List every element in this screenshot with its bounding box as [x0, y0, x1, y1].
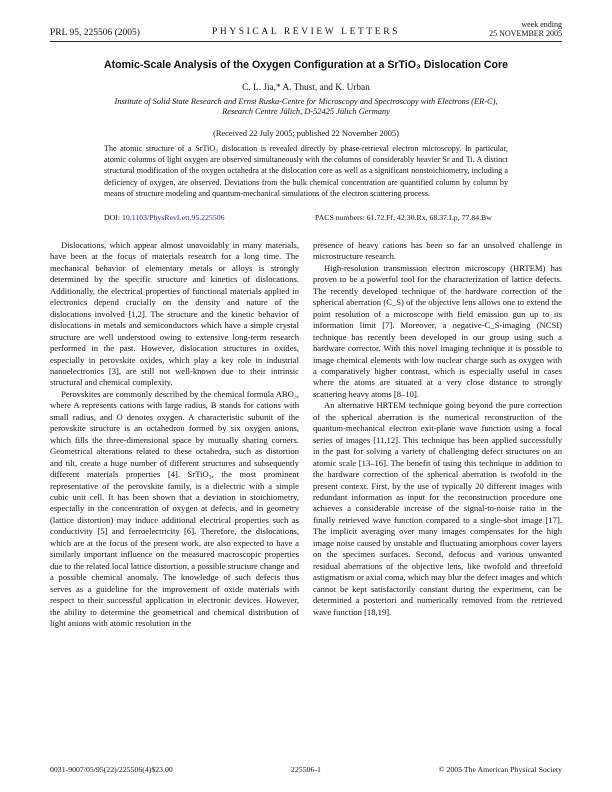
week-ending [489, 20, 562, 38]
article-authors: C. L. Jia,* A. Thust, and K. Urban [242, 83, 370, 93]
body-paragraph: Perovskites are commonly described by the chemical formula ABO₃, where A represents cations with large radius, B stands for cations with small radius, and O denotes oxygen. A characteristic subunit of the perovskite structure is an octahedron formed by six oxygen anions, which fills the three-dimensional space by mutually sharing corners. Geometrical alterations related to these octahedra, such as distortion and tilt, create a huge number of different structures and subsequently different materials properties [4]. SrTiO₃, the most prominent representative of the perovskite family, is a dielectric with a simple cubic unit cell. It has been shown that a deviation in stoichiometry, especially in the concentration of oxygen at defects, and in geometry (lattice distortion) may induce additional electrical properties such as conductivity [5] and ferroelectricity [6]. Therefore, the dislocations, which are at the focus of the present work, are also expected to have a similarly important influence on the measured macroscopic properties due to the related local lattice distortion, a possible structure change and a possible chemical anomaly. The knowledge of such defects thus serves as a guideline for the improvement of oxide materials with respect to their successful application in electronic devices. However, the ability to determine the geometrical and chemical distribution of light anions with atomic resolution in the [50, 388, 299, 628]
week-ending-date: 25 NOVEMBER 2005 [489, 29, 562, 38]
copyright: © 2005 The American Physical Society [438, 765, 562, 774]
footer-price-code: 0031-9007/05/95(22)/225506(4)$23.00 [50, 765, 173, 774]
received-published-dates: (Received 22 July 2005; published 22 November 2005) [213, 129, 399, 138]
affiliation [60, 97, 552, 118]
page-number: 225506-1 [291, 765, 321, 774]
header-rule [50, 41, 562, 42]
body-paragraph: High-resolution transmission electron microscopy (HRTEM) has proven to be a powerful tool for the characterization of lattice defects. The recently developed technique of the hardware correction of the spherical aberration (C_S) of the objective lens allows one to extend the point resolution of a microscope with field emission gun up to its information limit [7]. Moreover, a negative-C_S-imaging (NCSI) technique has recently been developed in our group using such a hardware corrector. With this novel imaging technique it is possible to image chemical elements with low nuclear charge such as oxygen with a comparatively higher contrast, which is especially useful in cases where the atoms are situated at a very close distance to strongly scattering heavy atoms [8–10]. [313, 262, 562, 399]
week-ending-label: week ending [521, 20, 562, 29]
doi-link[interactable]: 10.1103/PhysRevLett.95.225506 [121, 213, 225, 222]
journal-name: PHYSICAL REVIEW LETTERS [211, 27, 401, 37]
affiliation-line-1: Institute of Solid State Research and Ernst Ruska-Centre for Microscopy and Spectroscopy with Electrons (ER-C), [114, 97, 498, 106]
right-column [313, 240, 562, 618]
affiliation-line-2: Research Centre Jülich, D-52425 Jülich Germany [222, 107, 390, 117]
doi [104, 213, 225, 222]
journal-reference: PRL 95, 225506 (2005) [50, 28, 140, 38]
body-paragraph: presence of heavy cations has been so far an unsolved challenge in microstructure research. [313, 240, 562, 262]
left-column [50, 240, 299, 629]
pacs-numbers: PACS numbers: 61.72.Ff, 42.30.Rx, 68.37.Lp, 77.84.Bw [315, 213, 492, 222]
doi-label: DOI: [104, 213, 121, 222]
abstract: The atomic structure of a SrTiO₃ dislocation is revealed directly by phase-retrieval electron microscopy. In particular, atomic columns of light oxygen are observed simultaneously with the columns of considerably heavier Sr and Ti. A distinct structural modification of the oxygen octahedra at the dislocation core as well as a significant nonstoichiometry, including a deficiency of oxygen, are observed. Deviations from the bulk chemical concentration are quantified column by column by means of structure modeling and quantum-mechanical simulations of the electron scattering process. [104, 144, 508, 198]
body-paragraph: Dislocations, which appear almost unavoidably in many materials, have been at the focus of materials research for a long time. The mechanical behavior of elementary metals or alloys is strongly determined by the specific structure and kinetics of dislocations. Additionally, the electrical properties of functional materials applied in electronics depend crucially on the density and nature of the dislocations involved [1,2]. The structure and the kinetic behavior of dislocations in metals and semiconductors which have a simple crystal structure are well understood owing to extensive long-term research performed in the past. However, dislocation structures in oxides, especially in perovskite oxides, which play a key role in industrial nanoelectronics [3], are still not well-known due to their intrinsic structural and chemical complexity. [50, 240, 299, 388]
body-paragraph: An alternative HRTEM technique going beyond the pure correction of the spherical aberration is the numerical reconstruction of the quantum-mechanical electron exit-plane wave function using a focal series of images [11,12]. This technique has been applied successfully in the past for solving a variety of challenging defect structures on an atomic scale [13–16]. The benefit of using this technique in addition to the hardware correction of the spherical aberration is twofold in the present context. First, by the use of typically 20 different images with redundant information as input for the reconstruction procedure one achieves a considerable increase of the signal-to-noise ratio in the finally retrieved wave function compared to a single-shot image [17]. The implicit averaging over many images compensates for the high image noise caused by unstable and fluctuating amorphous cover layers on the specimen surfaces. Second, defocus and various unwanted residual aberrations of the objective lens, like twofold and threefold astigmatism or axial coma, which may blur the defect images and which cannot be kept satisfactorily constant during the experiment, can be determined a posteriori and numerically removed from the retrieved wave function [18,19]. [313, 400, 562, 617]
article-title: Atomic-Scale Analysis of the Oxygen Configuration at a SrTiO₃ Dislocation Core [103, 59, 508, 71]
